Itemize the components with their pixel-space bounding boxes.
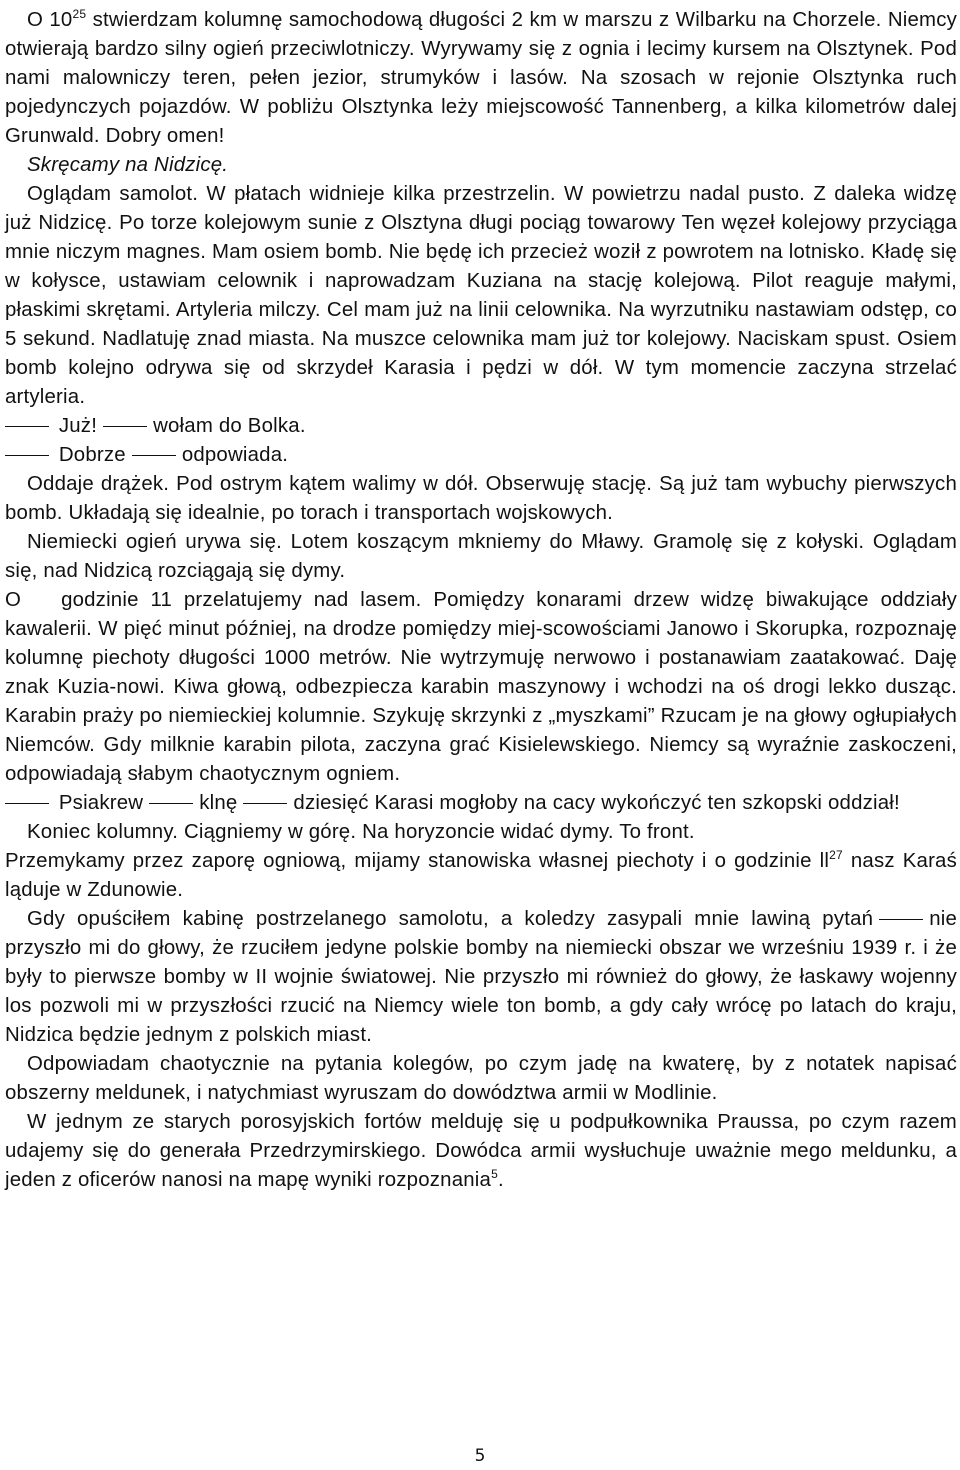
paragraph-5: Niemiecki ogień urywa się. Lotem koszącym mkniemy do Mławy. Gramolę się z kołyski. Oglądam się, nad Nidzicą rozciągają się dymy. (5, 531, 957, 582)
paragraph-9 (5, 905, 957, 1050)
paragraph-4: Oddaje drążek. Pod ostrym kątem walimy w dół. Obserwuję stację. Są już tam wybuchy pierwszych bomb. Układają się idealnie, po torach i transportach wojskowych. (5, 473, 957, 524)
superscript: 27 (829, 848, 843, 863)
text-run: W jednym ze starych porosyjskich fortów melduję się u podpułkownika Praussa, po czym razem udajemy się do generała Przedrzymirskiego. Dowódca armii wysłuchuje uważnie mego meldunku, a jeden z oficerów nanosi na mapę wyniki rozpoznania (5, 1111, 957, 1191)
dialogue-1 (5, 412, 957, 441)
text-run: dziesięć Karasi mogłoby na cacy wykończyć ten szkopski oddział! (293, 792, 900, 814)
em-dash (5, 455, 49, 456)
superscript: 5 (491, 1167, 498, 1182)
text-run: wołam do Bolka. (153, 415, 306, 437)
text-run: . (497, 1169, 504, 1191)
text-run: Już! (58, 415, 98, 437)
paragraph-11 (5, 1108, 957, 1195)
paragraph-8 (5, 847, 957, 905)
em-dash (132, 455, 176, 456)
em-dash (5, 803, 49, 804)
text-run: nie przyszło mi do głowy, że rzuciłem jedyne polskie bomby na niemiecki obszar we wrześniu 1939 r. i że były to pierwsze bomby w II wojnie światowej. Nie przyszło mi również do głowy, że łaskawy wojenny los pozwoli mi w przyszłości rzucić na Niemcy wiele ton bomb, a gdy cały wrócę po latach do kraju, Nidzica będzie jednym z polskich miast. (5, 908, 957, 1046)
text-run: O 10 (27, 9, 73, 31)
text-run: nasz Karaś ląduje w Zdunowie. (5, 850, 957, 901)
text-run: Gdy opuściłem kabinę postrzelanego samolotu, a koledzy zasypali mnie lawiną pytań (27, 908, 874, 930)
paragraph-10: Odpowiadam chaotycznie na pytania kolegów, po czym jadę na kwaterę, by z notatek napisać obszerny meldunek, i natychmiast wyruszam do dowództwa armii w Modlinie. (5, 1053, 957, 1104)
paragraph-7: Koniec kolumny. Ciągniemy w górę. Na horyzoncie widać dymy. To front. (27, 821, 695, 843)
text-run: Psiakrew (58, 792, 144, 814)
text-run: O (5, 589, 22, 611)
text-run: stwierdzam kolumnę samochodową długości 2 km w marszu z Wilbarku na Chorzele. Niemcy otwierają bardzo silny ogień przeciwlotniczy. Wyrywamy się z ognia i lecimy kursem na Olsztynek. Pod nami malowniczy teren, pełen jezior, strumyków i lasów. Na szosach w rejonie Olsztynka ruch pojedynczych pojazdów. W pobliżu Olsztynka leży miejscowość Tannenberg, a kilka kilometrów dalej Grunwald. Dobry omen! (5, 9, 957, 147)
text-run: klnę (199, 792, 238, 814)
paragraph-1 (5, 6, 957, 151)
superscript: 25 (72, 7, 87, 22)
document-body (5, 6, 957, 1195)
paragraph-2: Skręcamy na Nidzicę. (27, 154, 229, 176)
text-run: godzinie 11 przelatujemy nad lasem. Pomiędzy konarami drzew widzę biwakujące oddziały kawalerii. W pięć minut później, na drodze pomiędzy miej-scowościami Janowo i Skorupka, rozpoznaję kolumnę piechoty długości 1000 metrów. Nie wytrzymuję nerwowo i postanawiam zaatakować. Daję znak Kuzia-nowi. Kiwa głową, odbezpiecza karabin maszynowy i wchodzi na oś drogi lekko dusząc. Karabin praży po niemieckiej kolumnie. Szykuję skrzynki z „myszkami” Rzucam je na głowy ogłupiałych Niemców. Gdy milknie karabin pilota, zaczyna grać Kisielewskiego. Niemcy są wyraźnie zaskoczeni, odpowiadają słabym chaotycznym ogniem. (5, 589, 957, 785)
paragraph-3: Oglądam samolot. W płatach widnieje kilka przestrzelin. W powietrzu nadal pusto. Z daleka widzę już Nidzicę. Po torze kolejowym sunie z Olsztyna długi pociąg towarowy Ten węzeł kolejowy przyciąga mnie niczym magnes. Mam osiem bomb. Nie będę ich przecież woził z powrotem na lotnisko. Kładę się w kołysce, ustawiam celownik i naprowadzam Kuziana na stację kolejową. Pilot reaguje małymi, płaskimi skrętami. Artyleria milczy. Cel mam już na linii celownika. Na wyrzutniku nastawiam odstęp, co 5 sekund. Nadlatuję znad miasta. Na muszce celownika mam już tor kolejowy. Naciskam spust. Osiem bomb kolejno odrywa się od skrzydeł Karasia i pędzi w dół. W tym momencie zaczyna strzelać artyleria. (5, 183, 957, 408)
em-dash (879, 919, 923, 920)
text-run: Przemykamy przez zaporę ogniową, mijamy stanowiska własnej piechoty i o godzinie ll (5, 850, 830, 872)
dialogue-2 (5, 441, 957, 470)
em-dash (103, 426, 147, 427)
page-number: 5 (474, 1446, 486, 1466)
em-dash (243, 803, 287, 804)
paragraph-6 (5, 586, 957, 789)
dialogue-3 (5, 789, 957, 818)
text-run: Dobrze (58, 444, 126, 466)
em-dash (5, 426, 49, 427)
em-dash (149, 803, 193, 804)
text-run: odpowiada. (181, 444, 289, 466)
